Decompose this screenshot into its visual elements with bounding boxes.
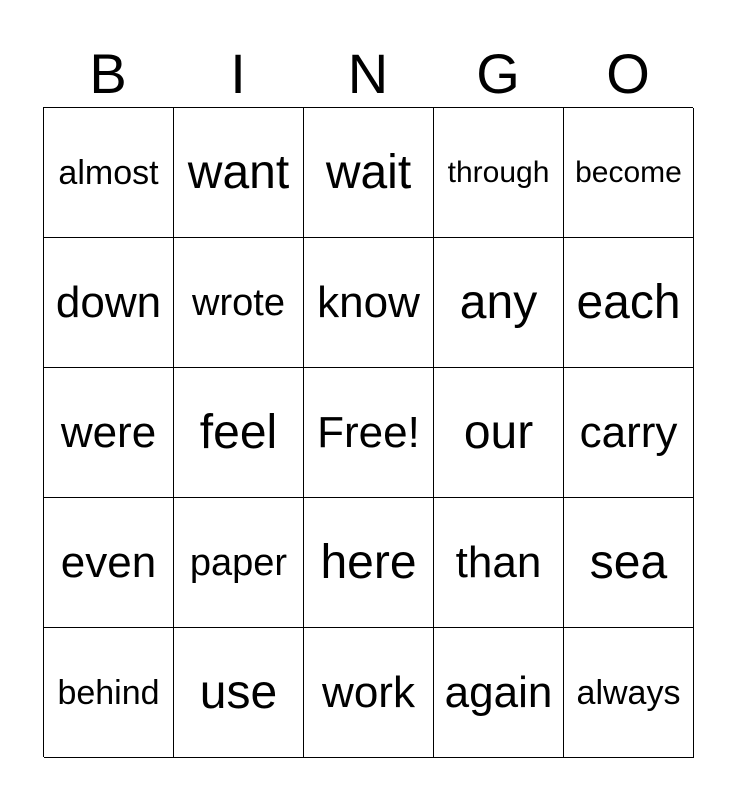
bingo-cell[interactable]: wrote	[174, 238, 304, 368]
bingo-board	[43, 107, 693, 757]
header-letter-g: G	[476, 42, 520, 105]
bingo-cell[interactable]: almost	[44, 108, 174, 238]
bingo-cell[interactable]: behind	[44, 628, 174, 758]
bingo-free-space[interactable]: Free!	[304, 368, 434, 498]
bingo-cell[interactable]: here	[304, 498, 434, 628]
bingo-cell[interactable]: wait	[304, 108, 434, 238]
bingo-cell[interactable]: carry	[564, 368, 694, 498]
bingo-cell[interactable]: know	[304, 238, 434, 368]
bingo-header	[43, 40, 693, 108]
bingo-cell[interactable]: use	[174, 628, 304, 758]
header-letter-i: I	[230, 42, 246, 105]
bingo-cell[interactable]: work	[304, 628, 434, 758]
bingo-cell[interactable]: through	[434, 108, 564, 238]
bingo-cell[interactable]: always	[564, 628, 694, 758]
bingo-cell[interactable]: sea	[564, 498, 694, 628]
bingo-cell[interactable]: again	[434, 628, 564, 758]
bingo-cell[interactable]: even	[44, 498, 174, 628]
header-letter-o: O	[606, 42, 650, 105]
bingo-cell[interactable]: become	[564, 108, 694, 238]
bingo-cell[interactable]: want	[174, 108, 304, 238]
bingo-cell[interactable]: were	[44, 368, 174, 498]
bingo-cell[interactable]: feel	[174, 368, 304, 498]
header-letter-b: B	[89, 42, 127, 105]
bingo-cell[interactable]: paper	[174, 498, 304, 628]
bingo-cell[interactable]: down	[44, 238, 174, 368]
bingo-cell[interactable]: any	[434, 238, 564, 368]
bingo-cell[interactable]: than	[434, 498, 564, 628]
header-letter-n: N	[347, 42, 389, 105]
bingo-cell[interactable]: each	[564, 238, 694, 368]
bingo-cell[interactable]: our	[434, 368, 564, 498]
